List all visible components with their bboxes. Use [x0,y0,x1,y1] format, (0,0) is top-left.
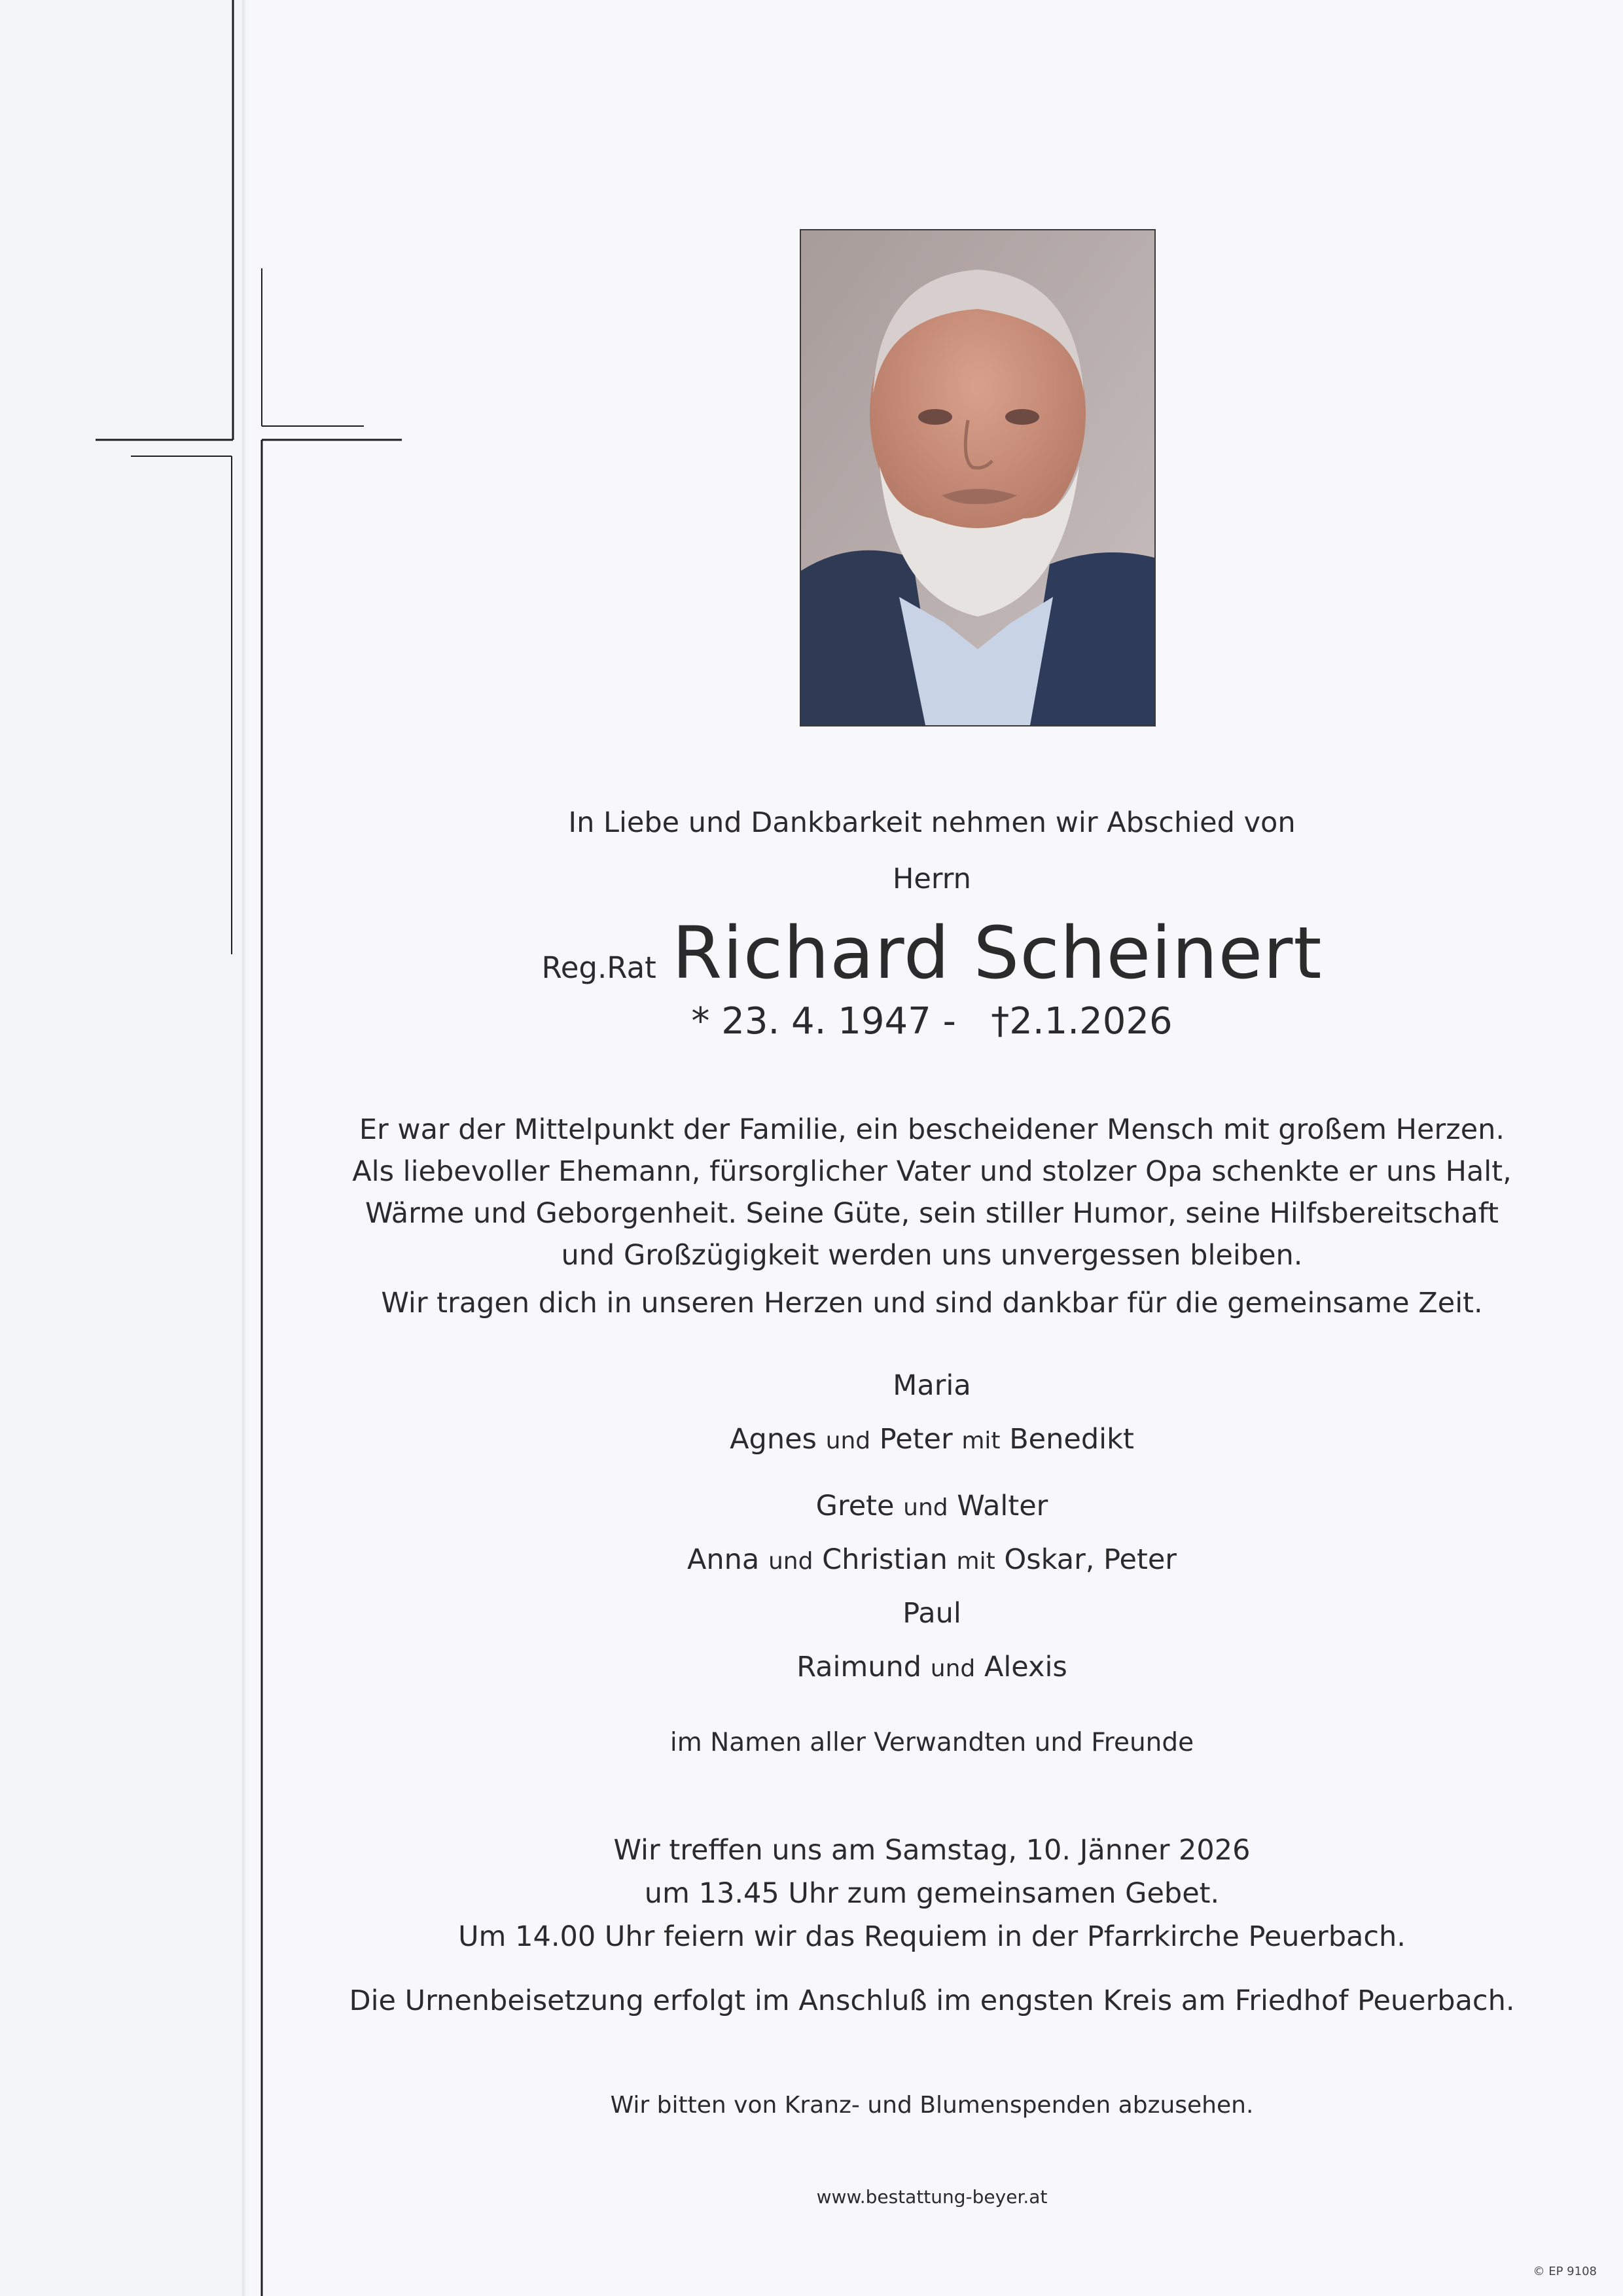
service-line: um 13.45 Uhr zum gemeinsamen Gebet. [644,1877,1220,1910]
deceased-name: Richard Scheinert [671,911,1323,995]
service-line: Um 14.00 Uhr feiern wir das Requiem in der Pfarrkirche Peuerbach. [458,1920,1406,1953]
tribute-paragraph [249,1109,1615,1276]
tribute-line: Als liebevoller Ehemann, fürsorglicher Vater und stolzer Opa schenkte er uns Halt, [352,1155,1512,1188]
connector: und [930,1655,976,1682]
family-line [249,1651,1615,1683]
family-line [249,1423,1615,1456]
tribute-line: und Großzügigkeit werden uns unvergessen bleiben. [561,1239,1303,1272]
family-name: Alexis [984,1651,1067,1683]
portrait-photo [800,229,1156,726]
family-name: Raimund [796,1651,922,1683]
connector: mit [961,1427,1001,1454]
family-name: Agnes [730,1423,817,1456]
name-line [249,911,1615,995]
tribute-line: Er war der Mittelpunkt der Familie, ein bescheidener Mensch mit großem Herzen. [359,1113,1505,1146]
family-name: Paul [902,1597,961,1630]
family-line [249,1369,1615,1402]
flowers-request: Wir bitten von Kranz- und Blumenspenden abzusehen. [610,2092,1254,2119]
urn-burial-line: Die Urnenbeisetzung erfolgt im Anschluß im engsten Kreis am Friedhof Peuerbach. [349,1984,1515,2017]
family-name: Grete [815,1490,895,1522]
print-code: © EP 9108 [1533,2265,1597,2278]
family-name: Christian [822,1543,948,1576]
family-name: Anna [687,1543,760,1576]
closing-line: Wir tragen dich in unseren Herzen und sind dankbar für die gemeinsame Zeit. [381,1287,1483,1319]
family-line [249,1490,1615,1522]
service-line: Wir treffen uns am Samstag, 10. Jänner 2026 [613,1834,1251,1867]
connector: und [768,1548,813,1575]
connector: und [825,1427,871,1454]
family-name: Maria [893,1369,971,1402]
tribute-line: Wärme und Geborgenheit. Seine Güte, sein stiller Humor, seine Hilfsbereitschaft [365,1197,1499,1230]
service-details [249,1829,1615,1958]
connector: mit [956,1548,995,1575]
family-name: Benedikt [1009,1423,1134,1456]
honorary-title: Reg.Rat [541,950,656,985]
family-line [249,1597,1615,1630]
family-name: Walter [957,1490,1048,1522]
connector: und [903,1494,948,1521]
family-name: Peter [879,1423,953,1456]
on-behalf-line: im Namen aller Verwandten und Freunde [669,1728,1194,1757]
family-name: Oskar, Peter [1004,1543,1177,1576]
life-dates: * 23. 4. 1947 - †2.1.2026 [691,1000,1173,1043]
family-line [249,1543,1615,1576]
intro-text: In Liebe und Dankbarkeit nehmen wir Abschied von [568,806,1296,839]
salutation: Herrn [893,863,971,895]
funeral-home-website: www.bestattung-beyer.at [816,2186,1048,2208]
